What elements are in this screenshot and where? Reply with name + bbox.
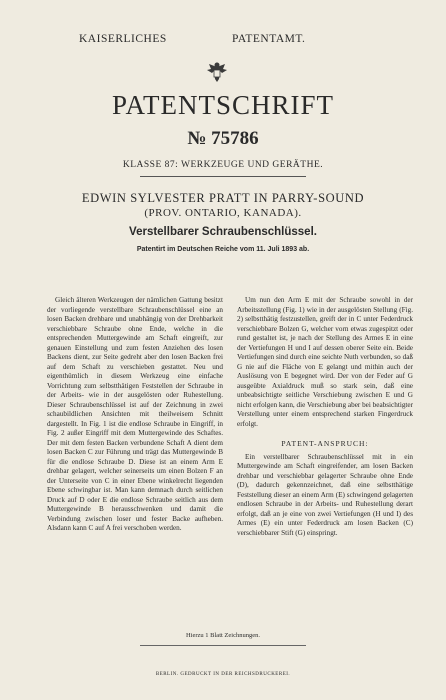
footer-divider — [140, 645, 306, 646]
printer-imprint: BERLIN. GEDRUCKT IN DER REICHSDRUCKEREI. — [155, 672, 291, 677]
inventor-line: EDWIN SYLVESTER PRATT IN PARRY-SOUND — [81, 191, 365, 205]
imperial-eagle-icon — [205, 61, 229, 83]
claim-heading: PATENT-ANSPRUCH: — [281, 439, 369, 448]
description-text: Gleich älteren Werkzeugen der nämlichen Gattung besitzt der vorliegende verstellbare Schraubenschlüssel eine an losen Backen drehbare und unabhängig von der Drehbarkeit verschiebbare Schraube ohne Ende, welche in die entsprechenden Muttergewinde am Schaft eingreift, zur genauen Einstellung und zum festen Anziehen des losen Backens dient, zur Seite gedreht aber den losen Backen frei auf dem Schaft zu verschieben gestattet. Neu und eigenthümlich in diesem Werkzeug eine einfache Vorrichtung zum selbstthätigen Feststellen der Schraube in der Arbeits- wie in der ausgelösten oder Ruhestellung. Dieser Schraubenschlüssel ist auf der Zeichnung in zwei schaubildlichen Ansichten mit theilweisem Schnitt dargestellt. In Fig. 1 ist die endlose Schraube in Eingriff, in Fig. 2 außer Eingriff mit dem Muttergewinde des Schaftes. Der mit dem festen Backen verbundene Schaft A dient dem losen Backen C zur Führung und trägt das Muttergewinde B für die endlose Schraube D. Diese ist an einem Arm E drehbar gelagert, welcher seinerseits um einen Bolzen F an der Unterseite von C in einer Ebene winkelrecht liegenden Ebene schwingbar ist. Man kann demnach durch seitlichen Druck auf D oder E die endlose Schraube seitlich aus dem Muttergewinde B herausschwenken und damit die Verbindung zwischen loser und fester Backe aufheben. Alsdann kann C auf A frei verschoben werden. — [47, 296, 223, 532]
drawings-note: Hierzu 1 Blatt Zeichnungen. — [185, 632, 260, 639]
header-left: KAISERLICHES — [79, 33, 167, 45]
patent-class: KLASSE 87: WERKZEUGE UND GERÄTHE. — [122, 160, 324, 170]
inventor-province: (PROV. ONTARIO, KANADA). — [144, 207, 302, 219]
patent-number: № 75786 — [187, 128, 259, 149]
invention-title: Verstellbarer Schraubenschlüssel. — [129, 226, 317, 238]
claim-text: Ein verstellbarer Schraubenschlüssel mit in ein Muttergewinde am Schaft eingreifender, am losen Backen drehbar und verschiebbar gelagerter Schraube ohne Ende (D), dadurch gekennzeichnet, daß eine selbstthätige Feststellung dieser an einem Arm (E) schwingend gelagerten endlosen Schraube in der Arbeits- und Ruhestellung derart erfolgt, daß an je eine von zwei Vertiefungen (H und I) des Armes (E) ein unter Federdruck am losen Backen (C) verschiebbarer Stift (G) einspringt. — [237, 452, 413, 537]
divider — [140, 176, 306, 177]
description-text-continued: Um nun den Arm E mit der Schraube sowohl in der Arbeitsstellung (Fig. 1) wie in der ausgelösten Stellung (Fig. 2) selbstthätig festzustellen, greift der in C unter Federdruck verschiebbare Bolzen G, welcher vorn etwas zugespitzt oder rund gestaltet ist, je nach der Stellung des Armes E in eine der Vertiefungen H und I auf dessen oberer Seite ein. Beide Vertiefungen sind durch eine seichte Nuth verbunden, so daß G nie auf die Fläche von E gelangt und mithin auch der Auslösung von E begegnet wird. Der von der Feder auf G ausgeübte Axialdruck muß so stark sein, daß eine unbeabsichtigte seitliche Verschiebung zwischen E und G nicht erfolgen kann, die Verschiebung aber bei beabsichtigter Verstellung unter einem entsprechend starken Fingerdruck erfolgt. — [237, 296, 413, 428]
document-title: PATENTSCHRIFT — [111, 90, 335, 120]
patent-date: Patentirt im Deutschen Reiche vom 11. Juli 1893 ab. — [136, 246, 310, 253]
description-column-right — [237, 296, 413, 538]
description-column-left — [47, 296, 223, 534]
header-right: PATENTAMT. — [232, 33, 306, 45]
